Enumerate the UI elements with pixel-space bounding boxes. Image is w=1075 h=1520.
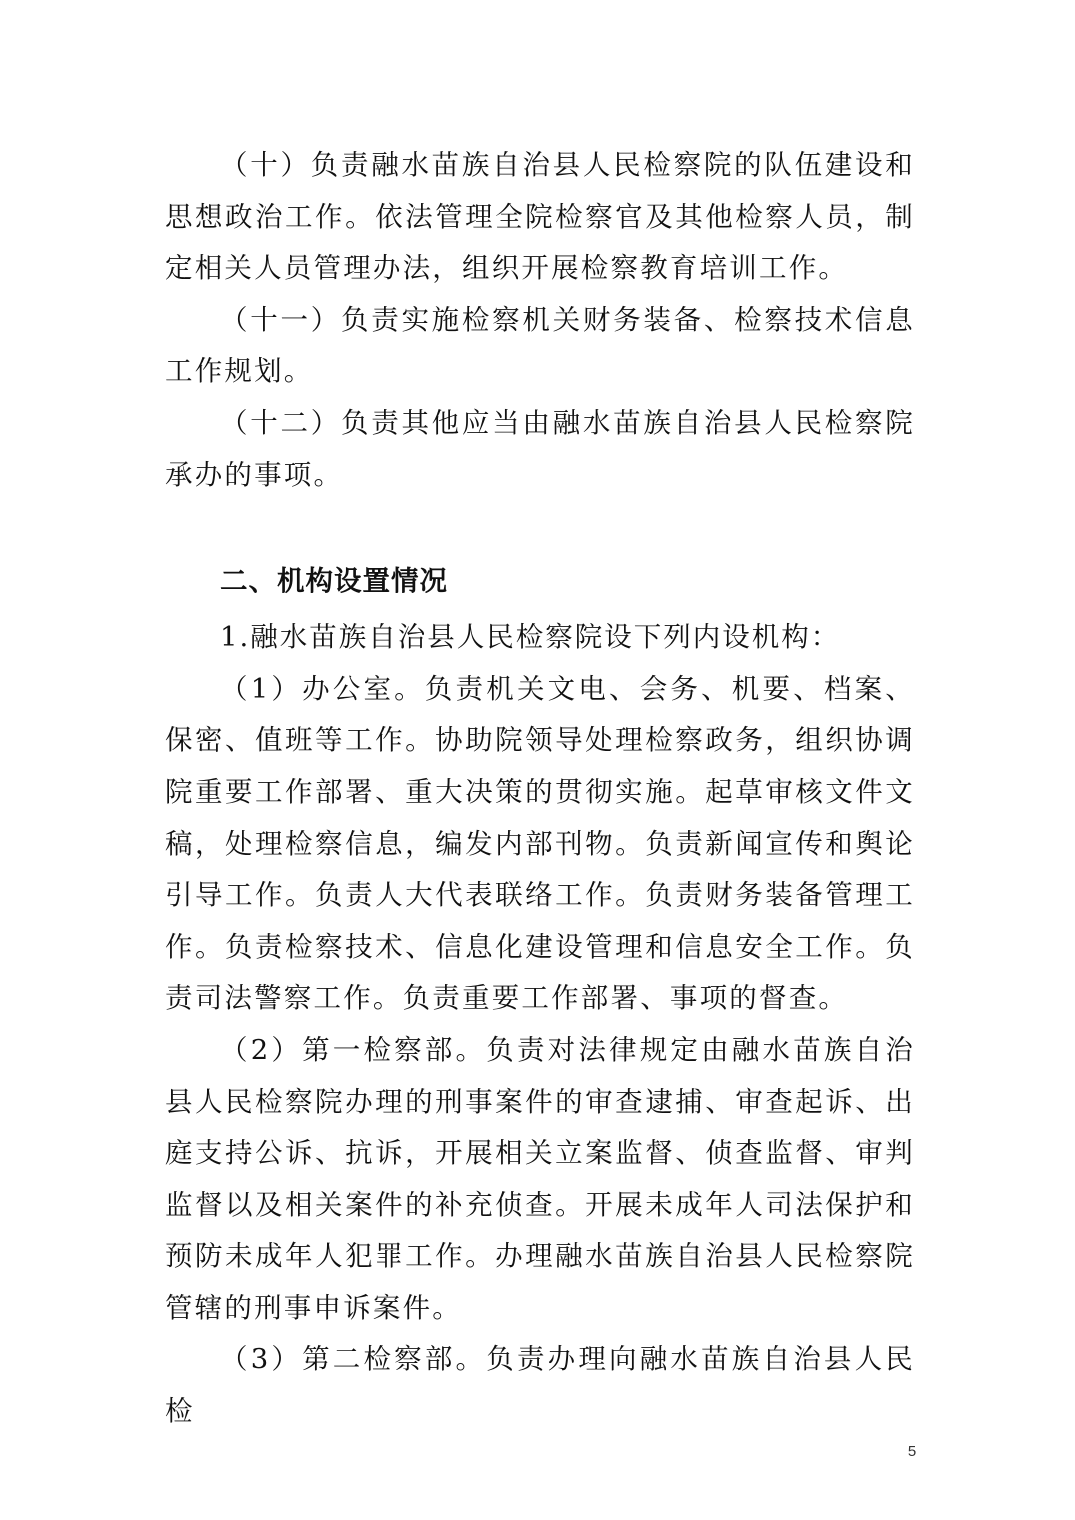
section-heading: 二、机构设置情况 bbox=[220, 565, 448, 598]
paragraph-second-procuratorial-dept: （3）第二检察部。负责办理向融水苗族自治县人民检 bbox=[165, 1343, 915, 1428]
paragraph-item-12: （十二）负责其他应当由融水苗族自治县人民检察院承办的事项。 bbox=[165, 406, 915, 491]
paragraph-first-procuratorial-dept: （2）第一检察部。负责对法律规定由融水苗族自治县人民检察院办理的刑事案件的审查逮捕、审查起诉、出庭支持公诉、抗诉，开展相关立案监督、侦查监督、审判监督以及相关案件的补充侦查。开展未成年人司法保护和预防未成年人犯罪工作。办理融水苗族自治县人民检察院管辖的刑事申诉案件。 bbox=[165, 1033, 915, 1324]
paragraph-internal-bodies-intro: 1.融水苗族自治县人民检察院设下列内设机构： bbox=[220, 621, 841, 654]
paragraph-office: （1）办公室。负责机关文电、会务、机要、档案、保密、值班等工作。协助院领导处理检察政务，组织协调院重要工作部署、重大决策的贯彻实施。起草审核文件文稿，处理检察信息，编发内部刊物。负责新闻宣传和舆论引导工作。负责人大代表联络工作。负责财务装备管理工作。负责检察技术、信息化建设管理和信息安全工作。负责司法警察工作。负责重要工作部署、事项的督查。 bbox=[165, 672, 915, 1015]
page-number: 5 bbox=[907, 1443, 917, 1460]
paragraph-item-10: （十）负责融水苗族自治县人民检察院的队伍建设和思想政治工作。依法管理全院检察官及其他检察人员，制定相关人员管理办法，组织开展检察教育培训工作。 bbox=[165, 149, 915, 285]
paragraph-item-11: （十一）负责实施检察机关财务装备、检察技术信息工作规划。 bbox=[165, 303, 915, 388]
document-body bbox=[165, 140, 915, 1438]
